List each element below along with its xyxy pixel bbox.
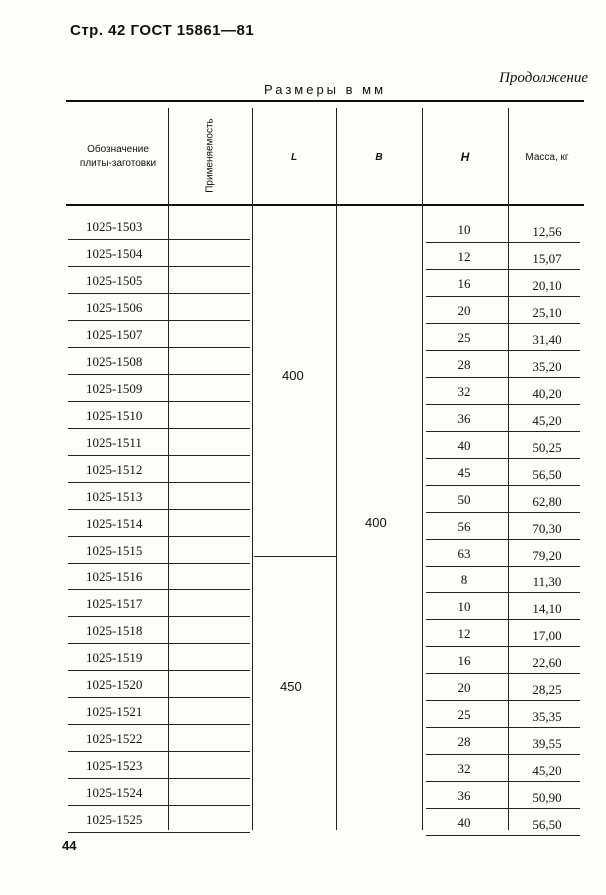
- row-rule: [68, 266, 250, 267]
- designation-cell: 1025-1508: [86, 353, 143, 369]
- mass-cell: 11,30: [532, 574, 562, 590]
- B-value-400: 400: [365, 515, 387, 530]
- row-rule: [68, 509, 250, 510]
- L-value-450: 450: [280, 679, 302, 694]
- designation-cell: 1025-1522: [86, 731, 143, 747]
- row-rule: [426, 323, 580, 324]
- row-rule: [426, 512, 580, 513]
- designation-cell: 1025-1518: [86, 623, 143, 639]
- mass-cell: 50,90: [532, 790, 562, 806]
- H-cell: 25: [457, 329, 471, 345]
- row-rule: [68, 293, 250, 294]
- mass-cell: 12,56: [532, 224, 562, 239]
- document-header: Стр. 42 ГОСТ 15861—81: [70, 22, 255, 39]
- continued-label: Продолжение: [499, 70, 588, 86]
- H-cell: 10: [457, 222, 471, 237]
- mass-cell: 22,60: [532, 655, 562, 671]
- designation-cell: 1025-1525: [86, 812, 143, 828]
- column-divider: [252, 108, 253, 830]
- mass-cell: 35,20: [532, 358, 562, 374]
- mass-cell: 56,50: [532, 817, 562, 833]
- row-rule: [68, 616, 250, 617]
- mass-cell: 56,50: [532, 466, 562, 482]
- row-rule: [426, 485, 580, 486]
- L-group-divider: [254, 556, 336, 557]
- row-rule: [68, 428, 250, 429]
- H-cell: 32: [457, 761, 471, 777]
- row-rule: [426, 242, 580, 243]
- H-cell: 32: [457, 383, 471, 399]
- H-cell: 40: [457, 437, 471, 453]
- sizes-title: Размеры в мм: [264, 82, 387, 97]
- H-cell: 36: [457, 410, 471, 426]
- mass-cell: 15,07: [532, 250, 562, 266]
- mass-cell: 25,10: [532, 304, 562, 320]
- mass-cell: 20,10: [532, 277, 562, 293]
- column-header-L: L: [290, 152, 298, 163]
- H-cell: 12: [457, 626, 471, 642]
- mass-cell: 79,20: [532, 547, 562, 563]
- designation-cell: 1025-1504: [86, 245, 143, 261]
- header-bottom-rule: [66, 204, 584, 206]
- row-rule: [68, 482, 250, 483]
- H-cell: 28: [457, 356, 471, 372]
- H-cell: 50: [457, 491, 471, 507]
- H-cell: 25: [457, 707, 471, 723]
- row-rule: [426, 296, 580, 297]
- row-rule: [426, 754, 580, 755]
- designation-cell: 1025-1523: [86, 758, 143, 774]
- row-rule: [68, 239, 250, 240]
- row-rule: [68, 536, 250, 537]
- row-rule: [426, 566, 580, 567]
- row-rule: [68, 670, 250, 671]
- row-rule: [68, 374, 250, 375]
- row-rule: [68, 805, 250, 806]
- designation-cell: 1025-1509: [86, 380, 143, 396]
- H-cell: 16: [457, 653, 471, 669]
- row-rule: [426, 539, 580, 540]
- row-rule: [68, 347, 250, 348]
- row-rule: [426, 700, 580, 701]
- row-rule: [68, 697, 250, 698]
- column-divider: [422, 108, 423, 830]
- H-cell: 28: [457, 734, 471, 750]
- designation-cell: 1025-1507: [86, 326, 143, 342]
- column-header-designation: Обозначение плиты-заготовки: [79, 144, 157, 169]
- row-rule: [426, 404, 580, 405]
- mass-cell: 35,35: [532, 709, 562, 725]
- mass-cell: 31,40: [532, 331, 562, 347]
- column-header-B: B: [375, 152, 383, 163]
- mass-cell: 17,00: [532, 628, 562, 644]
- table-top-rule: [66, 100, 584, 102]
- designation-cell: 1025-1524: [86, 785, 143, 801]
- row-rule: [426, 377, 580, 378]
- designation-cell: 1025-1519: [86, 650, 143, 666]
- designation-cell: 1025-1512: [86, 461, 143, 477]
- row-rule: [68, 778, 250, 779]
- H-cell: 40: [457, 815, 471, 831]
- mass-cell: 45,20: [532, 763, 562, 779]
- H-cell: 8: [460, 572, 468, 588]
- H-cell: 45: [457, 464, 471, 480]
- H-cell: 10: [457, 599, 471, 615]
- mass-cell: 40,20: [532, 385, 562, 401]
- row-rule: [68, 563, 250, 564]
- mass-cell: 50,25: [532, 439, 562, 455]
- row-rule: [426, 592, 580, 593]
- mass-cell: 70,30: [532, 520, 562, 536]
- row-rule: [426, 727, 580, 728]
- row-rule: [426, 350, 580, 351]
- mass-cell: 45,20: [532, 412, 562, 428]
- H-cell: 12: [457, 248, 471, 264]
- H-cell: 20: [457, 302, 471, 318]
- designation-cell: 1025-1513: [86, 488, 143, 504]
- row-rule: [68, 320, 250, 321]
- designation-cell: 1025-1505: [86, 272, 143, 288]
- designation-cell: 1025-1516: [86, 569, 143, 585]
- designation-cell: 1025-1506: [86, 299, 143, 315]
- designation-cell: 1025-1521: [86, 704, 143, 720]
- row-rule: [426, 808, 580, 809]
- mass-cell: 28,25: [532, 682, 562, 698]
- row-rule: [68, 832, 250, 833]
- row-rule: [426, 781, 580, 782]
- mass-cell: 14,10: [532, 601, 562, 617]
- H-cell: 16: [457, 275, 471, 291]
- column-divider: [508, 108, 509, 830]
- row-rule: [68, 589, 250, 590]
- mass-cell: 62,80: [532, 493, 562, 509]
- row-rule: [426, 269, 580, 270]
- designation-cell: 1025-1515: [86, 542, 143, 558]
- row-rule: [68, 724, 250, 725]
- row-rule: [426, 835, 580, 836]
- row-rule: [426, 431, 580, 432]
- row-rule: [68, 751, 250, 752]
- mass-cell: 39,55: [532, 736, 562, 752]
- row-rule: [68, 643, 250, 644]
- column-header-applicability: Применяемость: [204, 118, 216, 193]
- row-rule: [426, 458, 580, 459]
- designation-cell: 1025-1510: [86, 407, 143, 423]
- H-cell: 56: [457, 518, 471, 534]
- page-number: 44: [62, 838, 77, 853]
- designation-cell: 1025-1511: [86, 434, 142, 450]
- designation-cell: 1025-1514: [86, 515, 143, 531]
- row-rule: [426, 673, 580, 674]
- designation-cell: 1025-1503: [86, 219, 143, 234]
- row-rule: [426, 619, 580, 620]
- row-rule: [68, 401, 250, 402]
- designation-cell: 1025-1517: [86, 596, 143, 612]
- L-value-400: 400: [282, 368, 304, 383]
- designation-cell: 1025-1520: [86, 677, 143, 693]
- column-header-H: H: [460, 150, 470, 164]
- row-rule: [68, 455, 250, 456]
- column-divider: [168, 108, 169, 830]
- column-header-mass: Масса, кг: [525, 152, 569, 163]
- H-cell: 63: [457, 545, 471, 561]
- row-rule: [426, 646, 580, 647]
- H-cell: 36: [457, 788, 471, 804]
- column-divider: [336, 108, 337, 830]
- H-cell: 20: [457, 680, 471, 696]
